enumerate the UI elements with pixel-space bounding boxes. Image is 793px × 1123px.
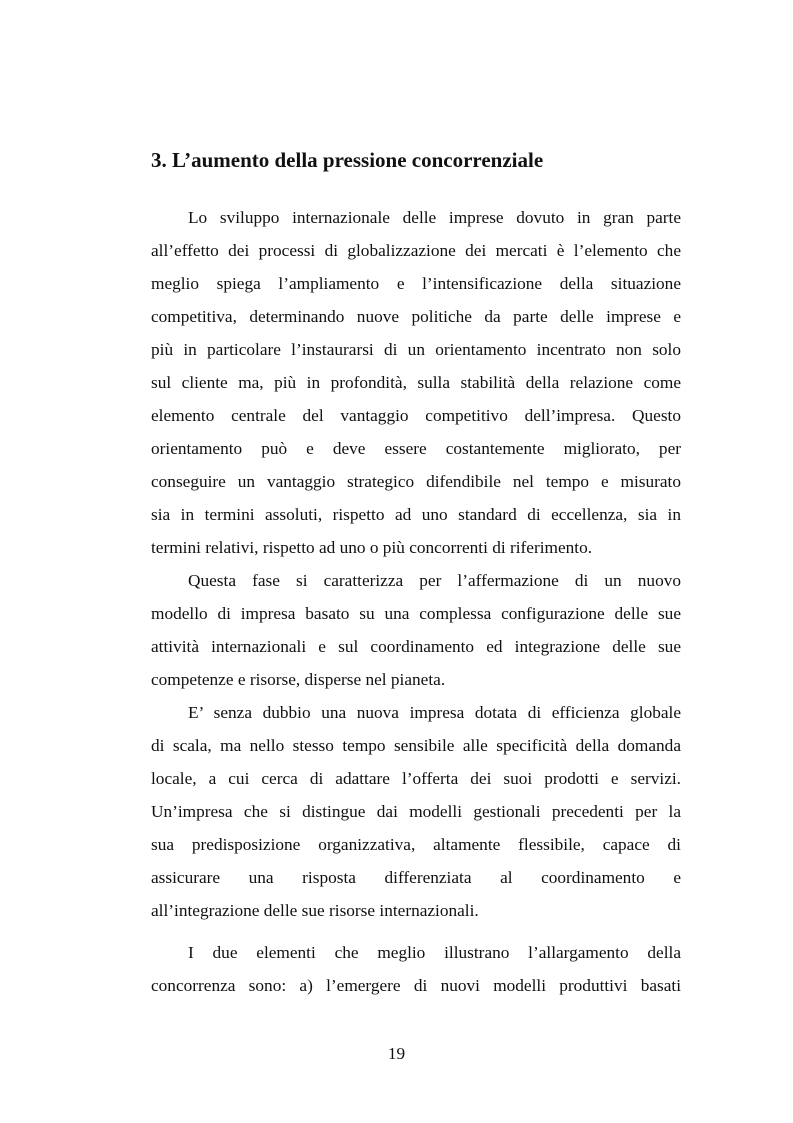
text-line: concorrenza sono: a) l’emergere di nuovi modelli produttivi basati (151, 976, 681, 995)
text-line: assicurare una risposta differenziata al coordinamento e (151, 868, 681, 887)
text-line: Un’impresa che si distingue dai modelli gestionali precedenti per la (151, 802, 681, 821)
text-line: I due elementi che meglio illustrano l’allargamento della (188, 943, 681, 962)
text-line: termini relativi, rispetto ad uno o più concorrenti di riferimento. (151, 538, 593, 557)
text-line: E’ senza dubbio una nuova impresa dotata di efficienza globale (188, 703, 681, 722)
text-line: Questa fase si caratterizza per l’affermazione di un nuovo (188, 571, 681, 590)
text-line: sua predisposizione organizzativa, altamente flessibile, capace di (151, 835, 681, 854)
text-line: più in particolare l’instaurarsi di un orientamento incentrato non solo (151, 340, 681, 359)
text-line: locale, a cui cerca di adattare l’offerta dei suoi prodotti e servizi. (151, 769, 681, 788)
text-line: attività internazionali e sul coordinamento ed integrazione delle sue (151, 637, 681, 656)
text-line: modello di impresa basato su una complessa configurazione delle sue (151, 604, 681, 623)
text-line: elemento centrale del vantaggio competitivo dell’impresa. Questo (151, 406, 681, 425)
section-heading: 3. L’aumento della pressione concorrenziale (151, 148, 544, 172)
text-line: competenze e risorse, disperse nel pianeta. (151, 670, 446, 689)
text-line: competitiva, determinando nuove politiche da parte delle imprese e (151, 307, 681, 326)
page-number: 19 (387, 1044, 406, 1063)
text-line: meglio spiega l’ampliamento e l’intensificazione della situazione (151, 274, 681, 293)
text-line: all’integrazione delle sue risorse internazionali. (151, 901, 479, 920)
text-line: di scala, ma nello stesso tempo sensibile alle specificità della domanda (151, 736, 681, 755)
text-line: orientamento può e deve essere costantemente migliorato, per (151, 439, 681, 458)
text-line: conseguire un vantaggio strategico difendibile nel tempo e misurato (151, 472, 681, 491)
text-line: all’effetto dei processi di globalizzazione dei mercati è l’elemento che (151, 241, 681, 260)
text-line: Lo sviluppo internazionale delle imprese dovuto in gran parte (188, 208, 681, 227)
text-line: sul cliente ma, più in profondità, sulla stabilità della relazione come (151, 373, 681, 392)
text-line: sia in termini assoluti, rispetto ad uno standard di eccellenza, sia in (151, 505, 681, 524)
